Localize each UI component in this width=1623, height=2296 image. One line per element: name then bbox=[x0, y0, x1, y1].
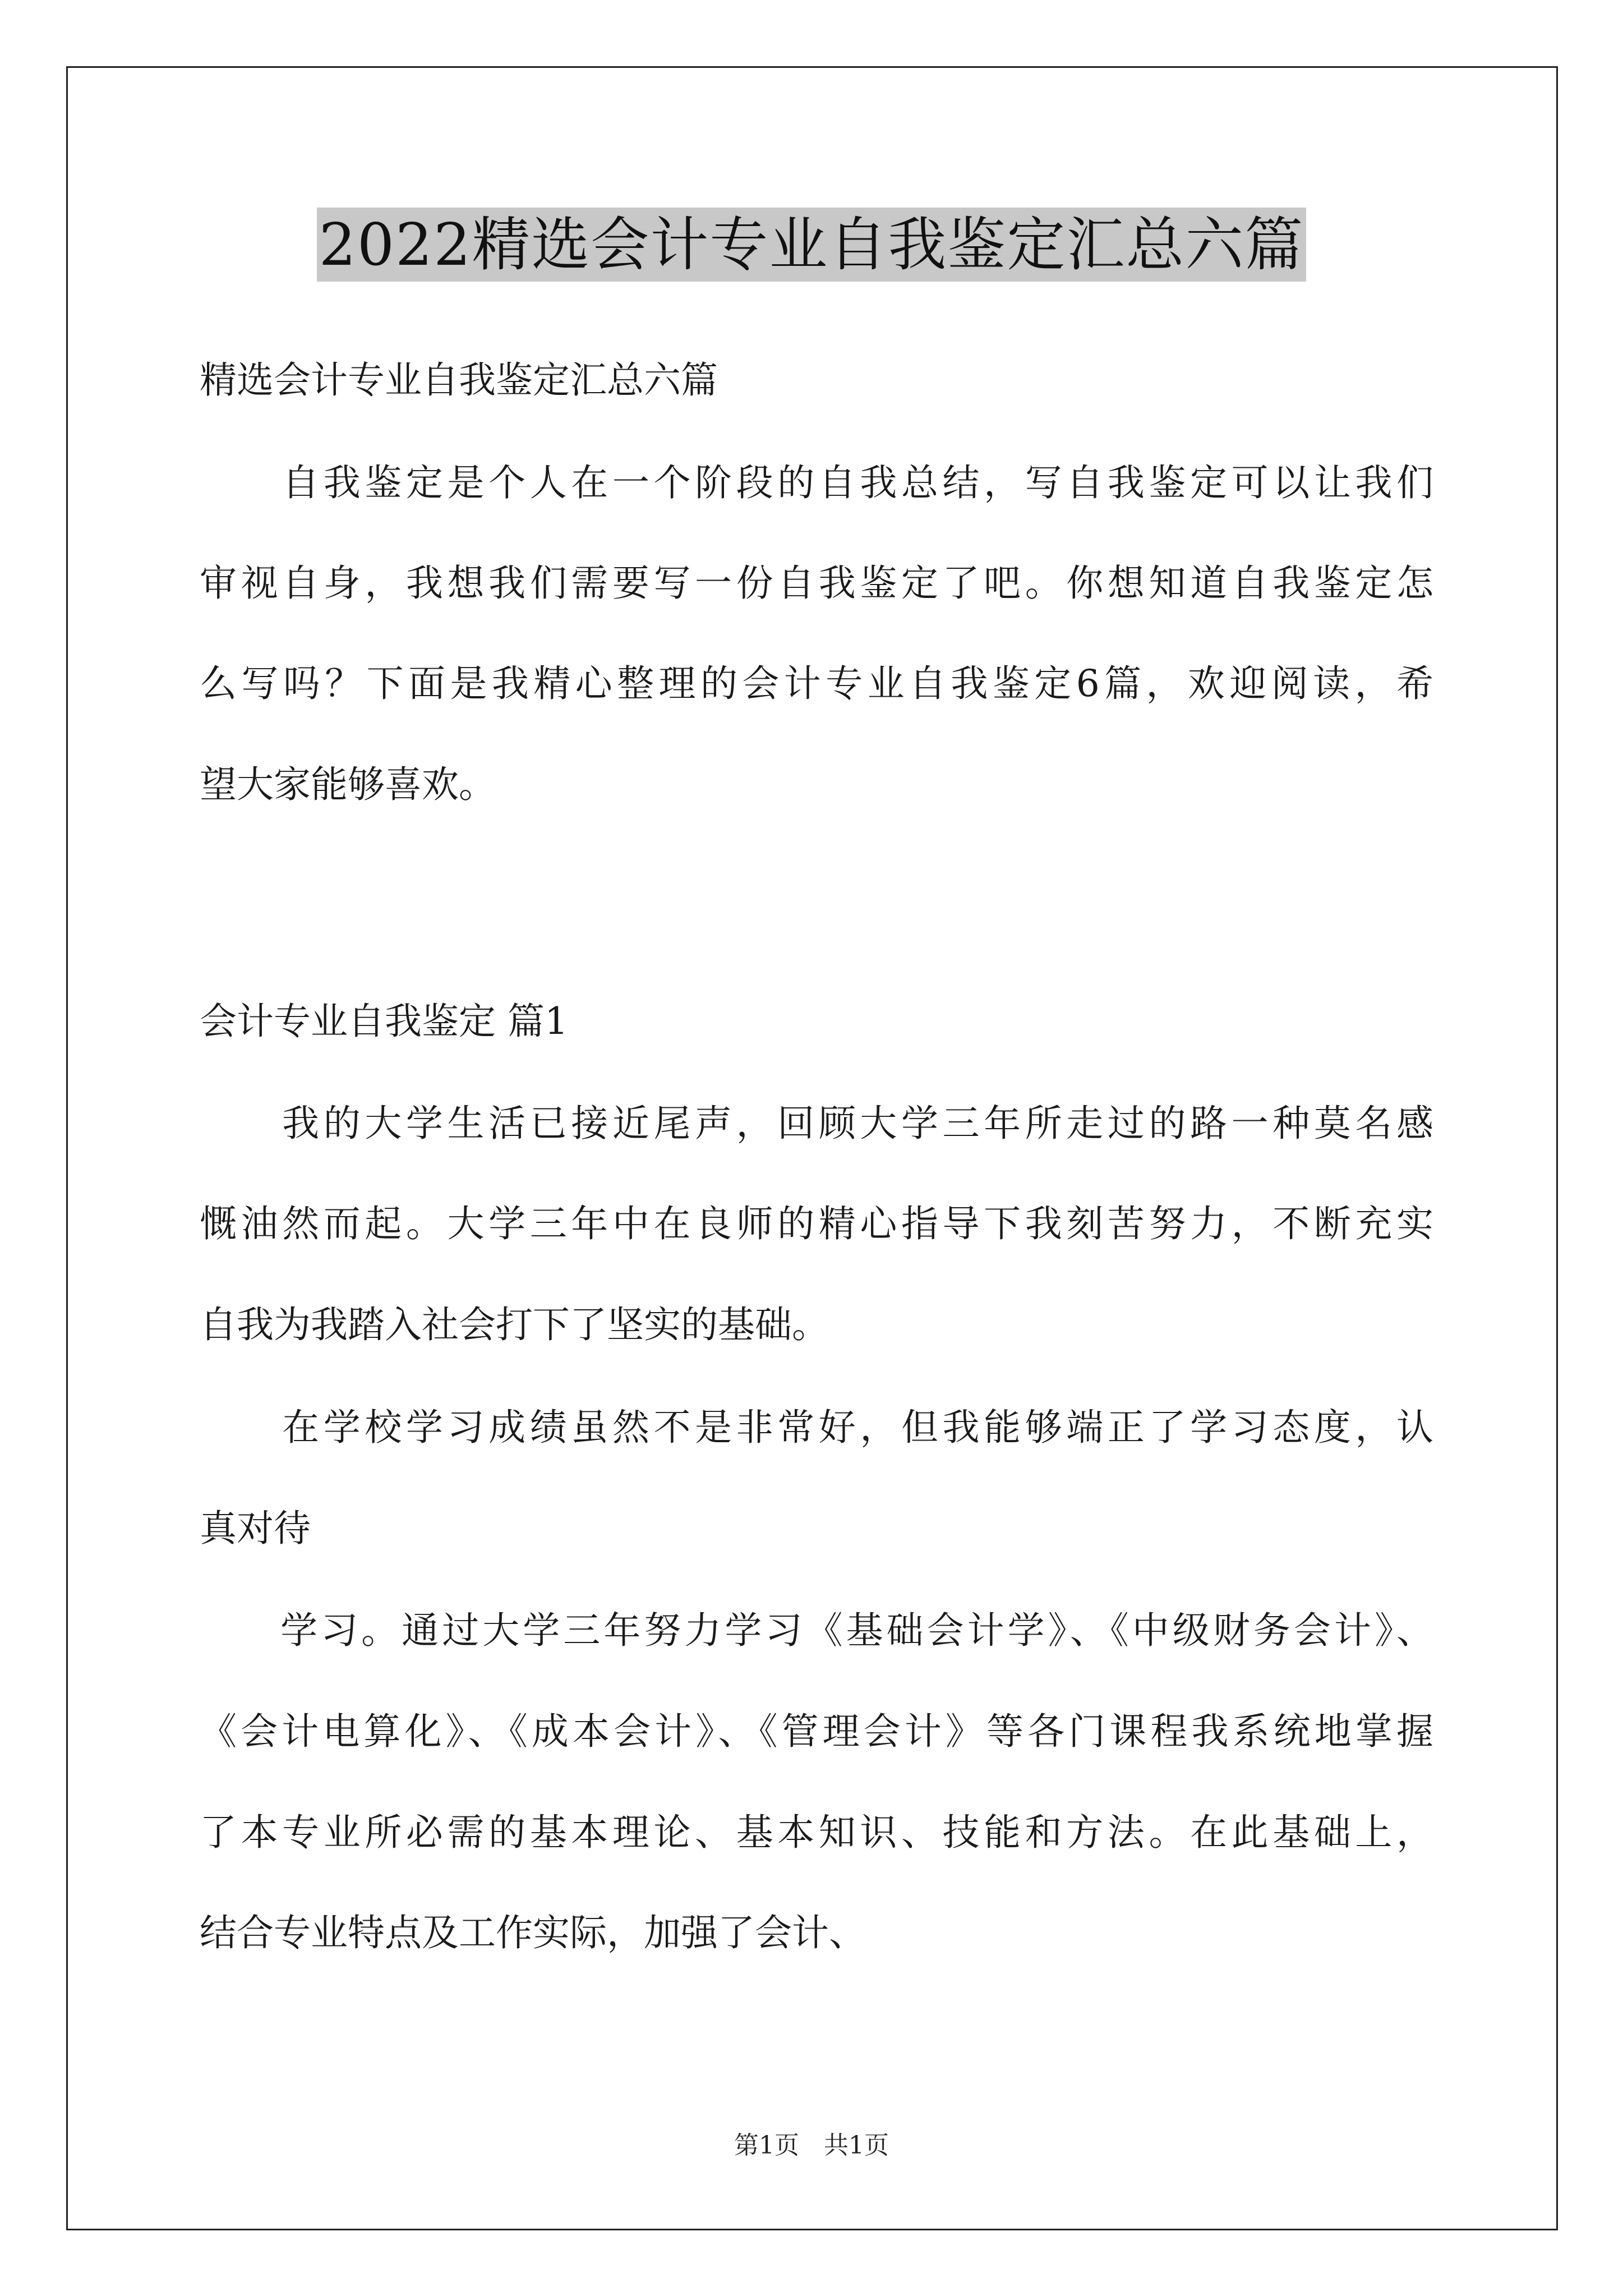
section-heading: 会计专业自我鉴定 篇1 bbox=[200, 1000, 568, 1043]
paragraph-line: 了本专业所必需的基本理论、基本知识、技能和方法。在此基础上， bbox=[200, 1811, 1433, 1854]
paragraph-line: 望大家能够喜欢。 bbox=[200, 763, 496, 806]
paragraph-line: 自我鉴定是个人在一个阶段的自我总结，写自我鉴定可以让我们 bbox=[200, 461, 1433, 504]
paragraph-line: 我的大学生活已接近尾声，回顾大学三年所走过的路一种莫名感 bbox=[200, 1102, 1433, 1145]
paragraph-line: 么写吗？下面是我精心整理的会计专业自我鉴定6篇，欢迎阅读，希 bbox=[200, 662, 1433, 705]
paragraph-line: 慨油然而起。大学三年中在良师的精心指导下我刻苦努力，不断充实 bbox=[200, 1202, 1433, 1245]
subtitle-line: 精选会计专业自我鉴定汇总六篇 bbox=[200, 358, 718, 402]
paragraph-line: 审视自身，我想我们需要写一份自我鉴定了吧。你想知道自我鉴定怎 bbox=[200, 562, 1433, 605]
paragraph-line: 《会计电算化》、《成本会计》、《管理会计》等各门课程我系统地掌握 bbox=[200, 1710, 1433, 1753]
paragraph-line: 自我为我踏入社会打下了坚实的基础。 bbox=[200, 1303, 829, 1346]
document-title: 2022精选会计专业自我鉴定汇总六篇 bbox=[317, 208, 1307, 282]
paragraph-line: 结合专业特点及工作实际，加强了会计、 bbox=[200, 1911, 866, 1954]
paragraph-line: 真对待 bbox=[200, 1507, 311, 1550]
paragraph-line: 学习。通过大学三年努力学习《基础会计学》、《中级财务会计》、 bbox=[200, 1609, 1433, 1652]
page-footer: 第1页 共1页 bbox=[734, 2131, 889, 2160]
title-container bbox=[0, 208, 1623, 282]
paragraph-line: 在学校学习成绩虽然不是非常好，但我能够端正了学习态度，认 bbox=[200, 1406, 1433, 1449]
